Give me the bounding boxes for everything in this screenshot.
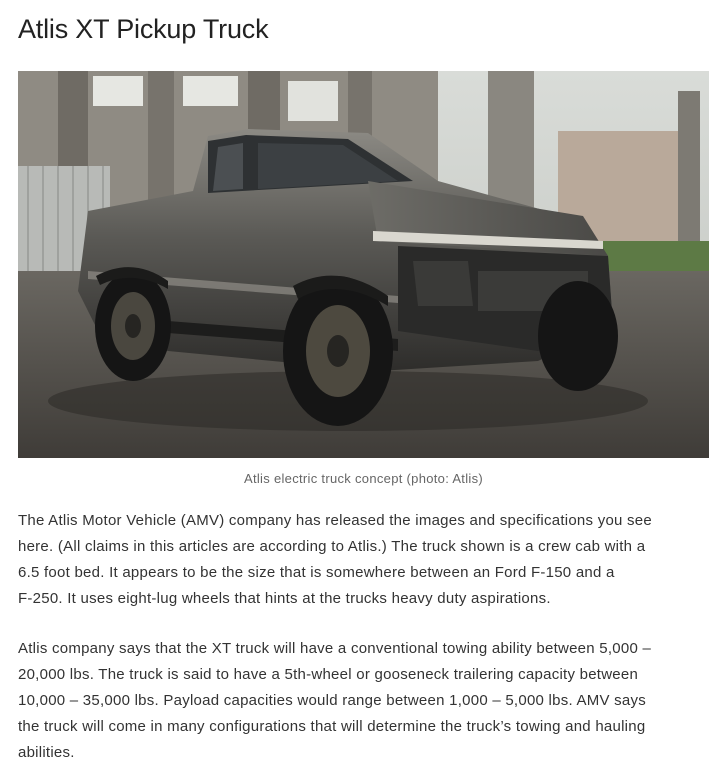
paragraph-2-line: 10,000 – 35,000 lbs. Payload capacities would range between 1,000 – 5,000 lbs. AMV says xyxy=(18,692,646,709)
paragraph-1-line: The Atlis Motor Vehicle (AMV) company has released the images and specifications you see xyxy=(18,512,652,529)
article-title: Atlis XT Pickup Truck xyxy=(18,14,269,44)
paragraph-2 xyxy=(18,636,709,766)
paragraph-1-line: F-250. It uses eight-lug wheels that hints at the trucks heavy duty aspirations. xyxy=(18,590,551,607)
paragraph-2-line: the truck will come in many configurations that will determine the truck’s towing and hauling xyxy=(18,718,646,735)
paragraph-1-line: here. (All claims in this articles are according to Atlis.) The truck shown is a crew cab with a xyxy=(18,538,646,555)
figure-caption: Atlis electric truck concept (photo: Atlis) xyxy=(243,471,484,486)
paragraph-1 xyxy=(18,508,709,612)
paragraph-2-line: abilities. xyxy=(18,744,75,761)
truck-photo xyxy=(18,71,709,458)
paragraph-2-line: 20,000 lbs. The truck is said to have a 5th-wheel or gooseneck trailering capacity between xyxy=(18,666,639,683)
paragraph-1-line: 6.5 foot bed. It appears to be the size that is somewhere between an Ford F-150 and a xyxy=(18,564,615,581)
paragraph-2-line: Atlis company says that the XT truck will have a conventional towing ability between 5,000 – xyxy=(18,640,652,657)
